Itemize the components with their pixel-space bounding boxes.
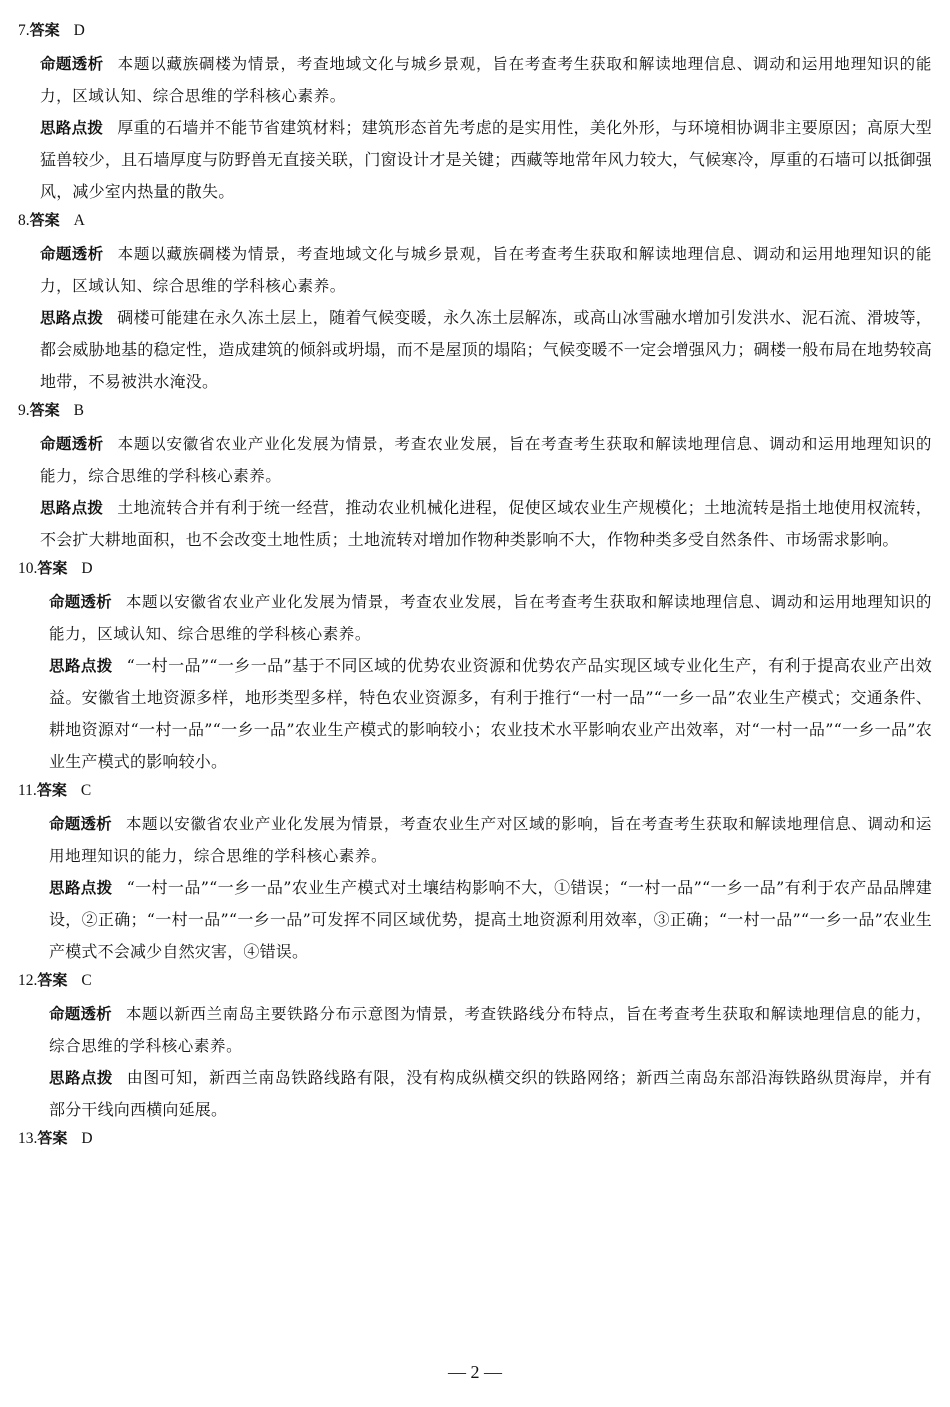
analysis-paragraph: [18, 586, 932, 650]
hint-label: 思路点拨: [49, 1069, 113, 1087]
analysis-paragraph: [18, 428, 932, 492]
analysis-text: 本题以安徽省农业产业化发展为情景，考查农业生产对区域的影响，旨在考查考生获取和解读地理信息、调动和运用地理知识的能力，综合思维的学科核心素养。: [49, 815, 932, 865]
analysis-text: 本题以安徽省农业产业化发展为情景，考查农业发展，旨在考查考生获取和解读地理信息、调动和运用地理知识的能力，综合思维的学科核心素养。: [40, 435, 932, 485]
question-block: [18, 18, 932, 208]
hint-paragraph: [18, 650, 932, 778]
analysis-text: 本题以新西兰南岛主要铁路分布示意图为情景，考查铁路线分布特点，旨在考查考生获取和解读地理信息的能力，综合思维的学科核心素养。: [49, 1005, 932, 1055]
hint-text: “一村一品”“一乡一品”农业生产模式对土壤结构影响不大，①错误；“一村一品”“一乡一品”有利于农产品品牌建设，②正确；“一村一品”“一乡一品”可发挥不同区域优势，提高土地资源利用效率，③正确；“一村一品”“一乡一品”农业生产模式不会减少自然灾害，④错误。: [49, 878, 932, 961]
question-number: 11.: [18, 782, 37, 799]
answer-label: 答案: [29, 401, 60, 419]
answer-label: 答案: [36, 781, 67, 799]
hint-text: “一村一品”“一乡一品”基于不同区域的优势农业资源和优势农产品实现区域专业化生产，有利于提高农业产出效益。安徽省土地资源多样，地形类型多样，特色农业资源多，有利于推行“一村一品”“一乡一品”农业生产模式；交通条件、耕地资源对“一村一品”“一乡一品”农业生产模式的影响较小；农业技术水平影响农业产出效率，对“一村一品”“一乡一品”农业生产模式的影响较小。: [49, 656, 932, 771]
question-header: [18, 778, 932, 802]
answer-value: B: [73, 402, 84, 419]
hint-label: 思路点拨: [40, 499, 104, 517]
hint-paragraph: [18, 302, 932, 398]
question-header: [18, 1126, 932, 1150]
answer-label: 答案: [37, 559, 68, 577]
question-number: 7.: [18, 22, 30, 39]
analysis-paragraph: [18, 48, 932, 112]
answer-label: 答案: [37, 1129, 68, 1147]
analysis-label: 命题透析: [49, 593, 112, 611]
hint-label: 思路点拨: [49, 657, 113, 675]
hint-text: 土地流转合并有利于统一经营，推动农业机械化进程，促使区域农业生产规模化；土地流转是指土地使用权流转，不会扩大耕地面积，也不会改变土地性质；土地流转对增加作物种类影响不大，作物种类多受自然条件、市场需求影响。: [40, 498, 932, 549]
question-block: [18, 778, 932, 968]
page-number: — 2 —: [448, 1362, 502, 1382]
analysis-label: 命题透析: [40, 435, 104, 453]
hint-label: 思路点拨: [40, 119, 104, 137]
answer-value: A: [73, 212, 85, 229]
question-number: 9.: [18, 402, 30, 419]
analysis-label: 命题透析: [49, 815, 112, 833]
hint-label: 思路点拨: [40, 309, 104, 327]
question-header: [18, 398, 932, 422]
analysis-text: 本题以藏族碉楼为情景，考查地域文化与城乡景观，旨在考查考生获取和解读地理信息、调动和运用地理知识的能力，区域认知、综合思维的学科核心素养。: [40, 245, 932, 295]
question-header: [18, 18, 932, 42]
analysis-label: 命题透析: [40, 55, 104, 73]
hint-paragraph: [18, 492, 932, 556]
answer-content: [18, 18, 932, 1150]
answer-value: D: [73, 22, 85, 39]
hint-paragraph: [18, 1062, 932, 1126]
hint-text: 碉楼可能建在永久冻土层上，随着气候变暖，永久冻土层解冻，或高山冰雪融水增加引发洪水、泥石流、滑坡等，都会威胁地基的稳定性，造成建筑的倾斜或坍塌，而不是屋顶的塌陷；气候变暖不一定会增强风力；碉楼一般布局在地势较高地带，不易被洪水淹没。: [40, 308, 932, 391]
answer-value: D: [81, 1130, 93, 1147]
hint-paragraph: [18, 872, 932, 968]
answer-label: 答案: [29, 211, 60, 229]
analysis-label: 命题透析: [49, 1005, 112, 1023]
analysis-text: 本题以藏族碉楼为情景，考查地域文化与城乡景观，旨在考查考生获取和解读地理信息、调动和运用地理知识的能力，区域认知、综合思维的学科核心素养。: [40, 55, 932, 105]
answer-value: C: [81, 972, 92, 989]
question-block: [18, 968, 932, 1126]
question-header: [18, 208, 932, 232]
question-header: [18, 556, 932, 580]
question-number: 10.: [18, 560, 38, 577]
question-block: [18, 556, 932, 778]
answer-label: 答案: [29, 21, 60, 39]
answer-value: D: [81, 560, 93, 577]
answer-value: C: [80, 782, 92, 799]
analysis-paragraph: [18, 238, 932, 302]
analysis-text: 本题以安徽省农业产业化发展为情景，考查农业发展，旨在考查考生获取和解读地理信息、调动和运用地理知识的能力，区域认知、综合思维的学科核心素养。: [49, 593, 932, 643]
question-number: 13.: [18, 1130, 38, 1147]
hint-text: 由图可知，新西兰南岛铁路线路有限，没有构成纵横交织的铁路网络；新西兰南岛东部沿海铁路纵贯海岸，并有部分干线向西横向延展。: [49, 1068, 932, 1119]
hint-label: 思路点拨: [49, 879, 113, 897]
answer-label: 答案: [37, 971, 68, 989]
hint-text: 厚重的石墙并不能节省建筑材料；建筑形态首先考虑的是实用性，美化外形，与环境相协调非主要原因；高原大型猛兽较少，且石墙厚度与防野兽无直接关联，门窗设计才是关键；西藏等地常年风力较大，气候寒冷，厚重的石墙可以抵御强风，减少室内热量的散失。: [40, 118, 932, 201]
question-number: 12.: [18, 972, 38, 989]
analysis-paragraph: [18, 998, 932, 1062]
question-block: [18, 398, 932, 556]
analysis-label: 命题透析: [40, 245, 104, 263]
question-header: [18, 968, 932, 992]
question-block: [18, 1126, 932, 1150]
question-number: 8.: [18, 212, 30, 229]
hint-paragraph: [18, 112, 932, 208]
analysis-paragraph: [18, 808, 932, 872]
question-block: [18, 208, 932, 398]
